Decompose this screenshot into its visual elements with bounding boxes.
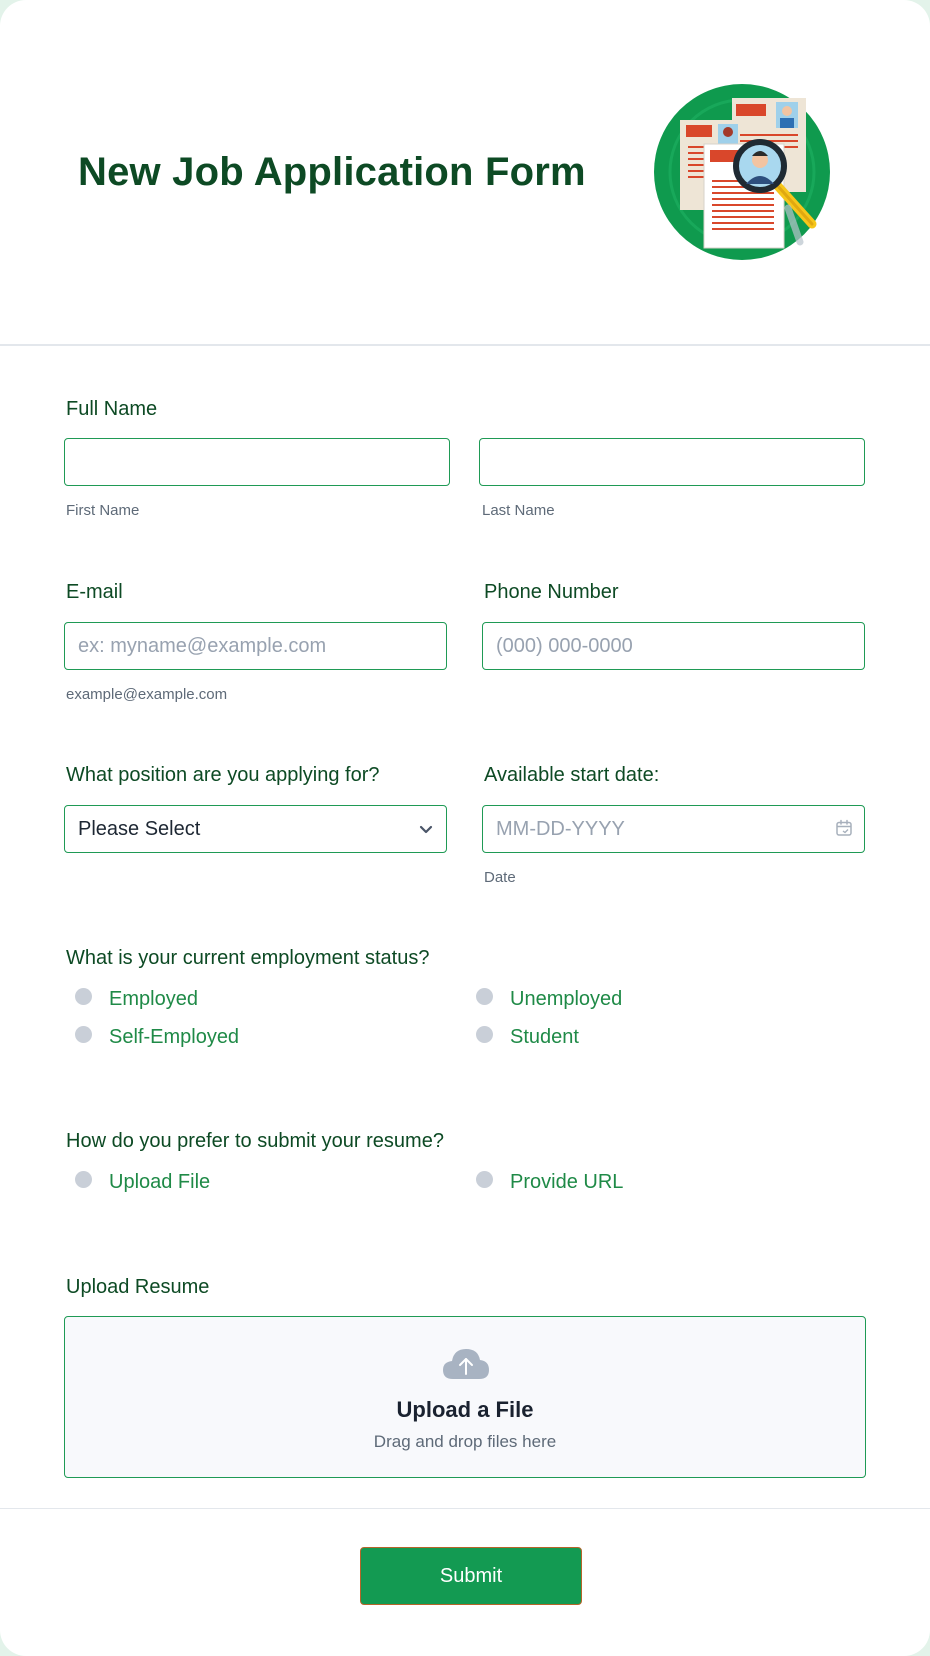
last-name-sublabel: Last Name: [482, 502, 555, 519]
cloud-upload-icon: [441, 1345, 491, 1381]
position-label: What position are you applying for?: [66, 764, 380, 786]
radio-label: Unemployed: [510, 988, 623, 1010]
start-date-label: Available start date:: [484, 764, 660, 786]
full-name-label: Full Name: [66, 398, 158, 420]
email-sublabel: example@example.com: [66, 686, 228, 703]
submit-button[interactable]: Submit: [360, 1547, 582, 1605]
start-date-field[interactable]: [482, 805, 865, 853]
resume-option-upload[interactable]: [75, 1171, 210, 1194]
phone-label: Phone Number: [484, 581, 619, 603]
radio-label: Self-Employed: [109, 1026, 240, 1048]
upload-resume-label: Upload Resume: [66, 1276, 210, 1298]
radio-circle[interactable]: [476, 1026, 493, 1043]
position-select[interactable]: [64, 805, 447, 853]
first-name-sublabel: First Name: [66, 502, 140, 519]
form-title: New Job Application Form: [78, 150, 586, 194]
radio-circle[interactable]: [476, 1171, 493, 1188]
calendar-icon[interactable]: [835, 819, 853, 837]
radio-label: Student: [510, 1026, 579, 1048]
start-date-sublabel: Date: [484, 869, 516, 886]
phone-field[interactable]: [482, 622, 865, 670]
radio-circle[interactable]: [75, 988, 92, 1005]
employment-option-student[interactable]: [476, 1026, 579, 1049]
radio-label: Provide URL: [510, 1171, 624, 1193]
upload-title: Upload a File: [396, 1397, 534, 1422]
form-header: [0, 0, 930, 346]
email-label: E-mail: [66, 581, 123, 603]
start-date-wrapper: [482, 805, 865, 853]
first-name-input[interactable]: [64, 438, 450, 486]
employment-option-employed[interactable]: [75, 988, 198, 1011]
radio-circle[interactable]: [476, 988, 493, 1005]
upload-subtitle: Drag and drop files here: [373, 1432, 557, 1451]
cv-resumes-illustration: [650, 80, 840, 260]
chevron-down-icon: [418, 821, 434, 837]
footer-divider: [0, 1508, 930, 1509]
resume-pref-label: How do you prefer to submit your resume?: [66, 1130, 444, 1152]
employment-label: What is your current employment status?: [66, 947, 430, 969]
radio-label: Upload File: [109, 1171, 211, 1193]
upload-dropzone[interactable]: [64, 1316, 866, 1478]
radio-circle[interactable]: [75, 1171, 92, 1188]
last-name-input[interactable]: [479, 438, 865, 486]
position-select-value: Please Select: [78, 817, 201, 840]
email-field[interactable]: [64, 622, 447, 670]
resume-option-url[interactable]: [476, 1171, 623, 1194]
radio-label: Employed: [109, 988, 198, 1010]
employment-option-unemployed[interactable]: [476, 988, 622, 1011]
radio-circle[interactable]: [75, 1026, 92, 1043]
employment-option-self-employed[interactable]: [75, 1026, 239, 1049]
